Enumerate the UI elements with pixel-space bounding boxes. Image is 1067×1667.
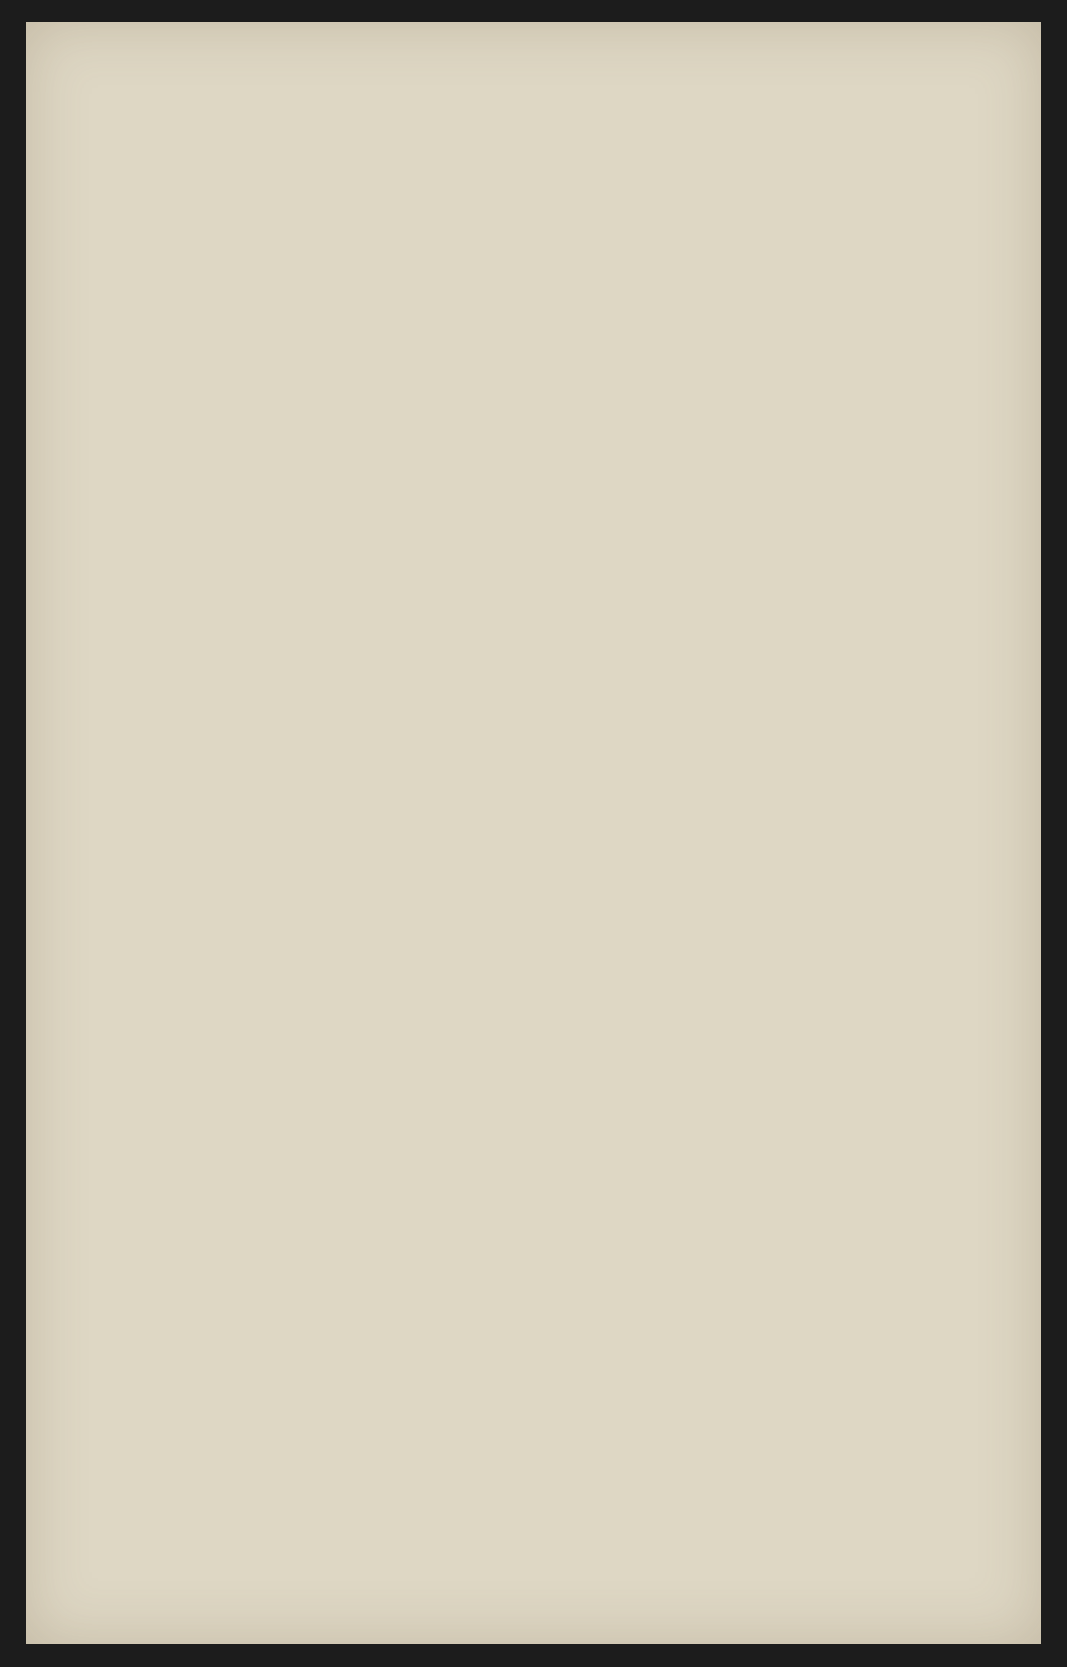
document-page [26, 22, 1041, 1644]
page-number [96, 1220, 126, 1260]
watermark [456, 1142, 976, 1472]
toc-top-block [92, 182, 972, 822]
